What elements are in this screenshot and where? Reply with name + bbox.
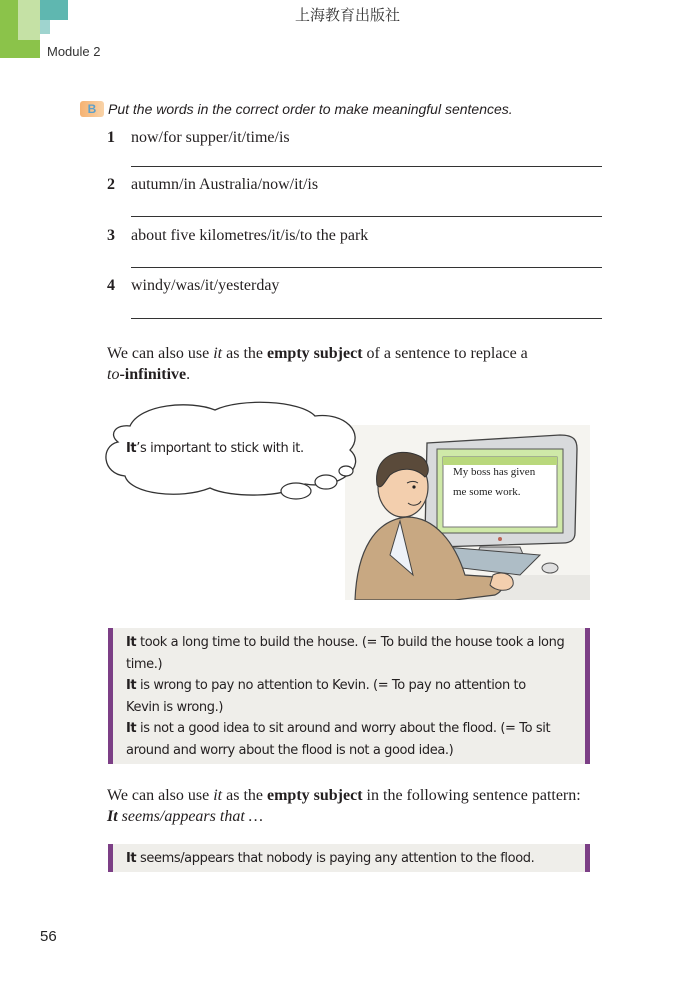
module-label: Module 2 [47, 44, 101, 59]
svg-text:My boss has given: My boss has given [453, 466, 536, 478]
grammar-paragraph-1: We can also use it as the empty subject of a sentence to replace a to-infinitive. [107, 345, 528, 383]
example-line: Kevin is wrong.) [126, 699, 224, 715]
example-box-1 [108, 628, 590, 764]
thought-text: It’s important to stick with it. [126, 441, 304, 456]
man-at-computer-illustration [345, 425, 590, 600]
publisher-name: 上海教育出版社 [294, 6, 400, 24]
answer-line[interactable] [131, 267, 602, 268]
svg-text:me some work.: me some work. [453, 486, 521, 498]
exercise-instruction: Put the words in the correct order to make meaningful sentences. [108, 101, 513, 117]
answer-line[interactable] [131, 166, 602, 167]
example-line: It took a long time to build the house. (= To build the house took a long [126, 635, 565, 650]
example-box-2 [108, 844, 590, 872]
example-line: around and worry about the flood is not a good idea.) [126, 742, 454, 758]
answer-line[interactable] [131, 216, 602, 217]
exercise-b-heading [80, 101, 513, 117]
exercise-item: 4 windy/was/it/yesterday [107, 277, 280, 294]
exercise-item: 1 now/for supper/it/time/is [107, 129, 290, 146]
example-line: time.) [126, 656, 163, 672]
example-line: It is not a good idea to sit around and worry about the flood. (= To sit [126, 721, 551, 736]
example-line: It seems/appears that nobody is paying any attention to the flood. [126, 851, 535, 866]
exercise-item: 3 about five kilometres/it/is/to the park [107, 227, 369, 244]
exercise-badge: B [80, 101, 104, 117]
exercise-item: 2 autumn/in Australia/now/it/is [107, 176, 319, 193]
example-line: It is wrong to pay no attention to Kevin. (= To pay no attention to [126, 678, 526, 693]
page-number: 56 [40, 928, 57, 945]
answer-line[interactable] [131, 318, 602, 319]
grammar-paragraph-2: We can also use it as the empty subject in the following sentence pattern: It seems/appears that … [107, 787, 581, 825]
